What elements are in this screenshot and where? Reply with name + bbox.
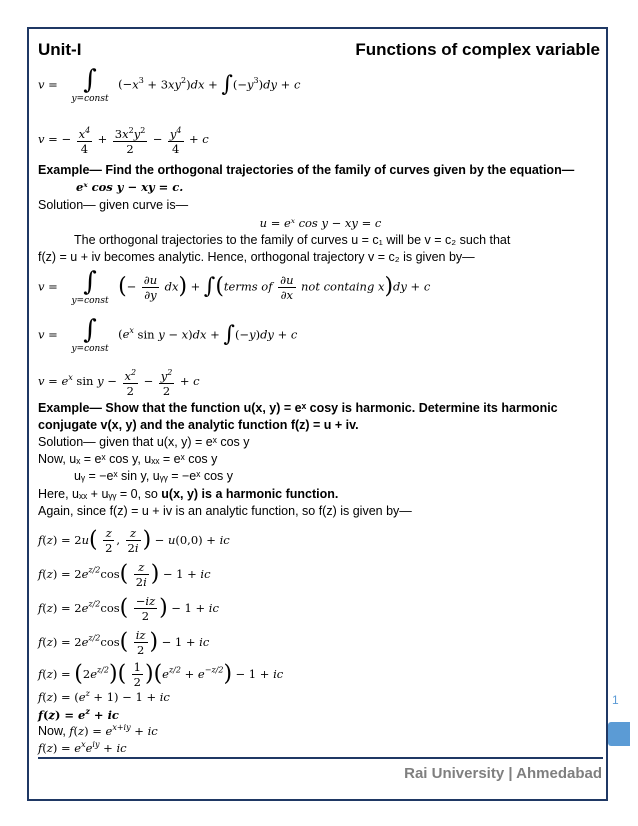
solution-1-intro: Solution— given curve is— [38,198,189,212]
equation-v-integral-1: v = ∫ y=const $(-x^3 + 3xy^2)dx + \int(-y^3)dy + c$ [38,65,301,104]
fz-step-7: Now, $f(z) = e^{x+iy}$ + ic [38,723,158,738]
unit-label: Unit-I [38,40,82,59]
analytic-intro: Again, since f(z) = u + iv is an analytic function, so f(z) is given by— [38,504,412,518]
solution-2-intro: Solution— given that u(x, y) = eˣ cos y [38,435,250,449]
document-body [38,66,603,758]
partial-derivatives-2: uᵧ = −eˣ sin y, uᵧᵧ = −eˣ cos y [74,469,233,483]
fz-step-3: $f(z) = 2e^{z/2}\cos$( $\frac{-iz}{2}$ ) − 1 + ic [38,594,219,623]
equation-v-result-1: v = − $\frac{x^4}{4}$ + $\frac{3x^2y^2}{2}$ − $\frac{y^4}{4}$ + c [38,126,209,156]
page-tab-marker [608,722,630,746]
example-2-heading-1: Example— Show that the function u(x, y) = eˣ cosy is harmonic. Determine its harmonic [38,401,558,415]
orthogonal-text-2: f(z) = u + iv becomes analytic. Hence, orthogonal trajectory v = c₂ is given by— [38,250,475,264]
topic-title: Functions of complex variable [355,40,600,59]
fz-step-2: $f(z) = 2e^{z/2}\cos$( $\frac{z}{2i}$ ) − 1 + ic [38,560,211,589]
footer-divider [38,757,603,759]
equation-v-integral-3: v = ∫ y=const ($e^x$ sin y − x)dx + ∫(−y)dy + c [38,315,298,354]
equation-v-integral-2: v = ∫ y=const (− $\frac{\partial u}{\partial y}$ dx) + ∫(terms of $\frac{\partial u}{\partial x}$ not containg x)dy + c [38,267,431,306]
example-1-equation: eˣ cos y − xy = c. [76,180,184,194]
partial-derivatives-1: Now, uₓ = eˣ cos y, uₓₓ = eˣ cos y [38,452,218,466]
example-1-heading: Example— Find the orthogonal trajectories of the family of curves given by the equation— [38,163,575,177]
integral-limit: y=const [71,94,109,104]
fz-step-4: $f(z) = 2e^{z/2}\cos$( $\frac{iz}{2}$ ) − 1 + ic [38,628,210,657]
orthogonal-text-1: The orthogonal trajectories to the family of curves u = c₁ will be v = c₂ such that [74,233,511,247]
fz-step-6: $f(z) = (e^z + 1) - 1$ + ic [38,689,170,705]
fz-step-1: f(z) = 2u( $\frac{z}{2}$ , $\frac{z}{2i}$ ) − u(0,0) + ic [38,526,230,555]
harmonic-conclusion: Here, uₓₓ + uᵧᵧ = 0, so u(x, y) is a harmonic function. [38,487,339,501]
equation-v-result-2: $v = e^x$ sin y − $\frac{x^2}{2}$ − $\frac{y^2}{2}$ + c [38,368,200,398]
example-2-heading-2: conjugate v(x, y) and the analytic function f(z) = u + iv. [38,418,359,432]
fz-step-5: $f(z) = (2e^{z/2})$( $\frac{1}{2}$ )$(e^{z/2} + e^{-z/2}) - 1$ + ic [38,660,284,689]
page-number: 1 [612,693,619,707]
solution-1-equation: u = eˣ cos y − xy = c [259,216,382,230]
page-header [38,40,600,62]
fz-result: $f(z) = e^z$ + ic [38,706,119,722]
fz-step-8: $f(z) = e^xe^{iy}$ + ic [38,740,127,755]
footer-text: Rai University | Ahmedabad [404,765,602,782]
